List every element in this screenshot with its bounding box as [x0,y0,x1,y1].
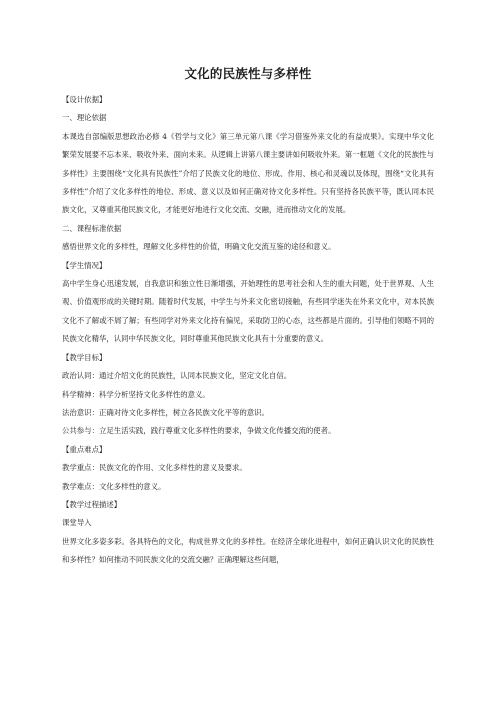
objective-public: 公共参与：立足生活实践，践行尊重文化多样性的要求，争做文化传播交流的使者。 [62,426,336,436]
section-heading-objectives: 【教学目标】 [62,352,107,362]
paragraph-student-situation: 高中学生身心迅速发展，自我意识和独立性日渐增强，开始理性的思考社会和人生的重大问题，处于世界观、人生观、价值观形成的关键时期。随着时代发展，中学生与外来文化密切接触，有些同学迷失在外来文化中，对本民族文化不了解或不屑了解；有些同学对外来文化持有偏见，采取防卫的心态，这些都是片面的。引导他们领略不同的民族文化精华，认同中华民族文化，同时尊重其他民族文化具有十分重要的意义。 [62,279,434,344]
paragraph-curriculum: 感悟世界文化的多样性，理解文化多样性的价值，明确文化交流互鉴的途径和意义。 [62,242,336,252]
paragraph-theory: 本课选自部编版思想政治必修 4《哲学与文化》第三单元第八课《学习借鉴外来文化的有益成果》。实现中华文化繁荣发展要不忘本来、吸收外来、面向未来。从逻辑上讲第八课主要讲如何吸收外来。第一框题《文化的民族性与多样性》主要围绕“文化具有民族性”介绍了民族文化的地位、形成、作用、核心和灵魂以及体现，围绕“文化具有多样性”介绍了文化多样性的地位、形成、意义以及如何正确对待文化多样性。只有坚持各民族平等，既认同本民族文化，又尊重其他民族文化，才能更好地进行文化交流、交融，进而推动文化的发展。 [62,131,434,215]
subsection-heading-curriculum: 二、课程标准依据 [62,223,122,233]
document-title: 文化的民族性与多样性 [184,66,312,81]
key-point-difficulty: 教学难点：文化多样性的意义。 [62,481,166,491]
process-intro-paragraph: 世界文化多姿多彩。各具特色的文化，构成世界文化的多样性。在经济全球化进程中，如何正确认识文化的民族性和多样性？如何推动不同民族文化的交流交融？正确理解这些问题， [62,536,434,565]
objective-political: 政治认同：通过介绍文化的民族性，认同本民族文化，坚定文化自信。 [62,371,292,381]
subsection-heading-theory: 一、理论依据 [62,113,107,123]
section-heading-student-situation: 【学生情况】 [62,260,107,270]
process-intro-label: 课堂导入 [62,518,92,528]
section-heading-key-points: 【重点难点】 [62,444,107,454]
objective-science: 科学精神：科学分析坚持文化多样性的意义。 [62,389,210,399]
section-heading-design-basis: 【设计依据】 [62,95,107,104]
section-heading-process: 【教学过程描述】 [62,499,122,509]
document-body [62,91,434,570]
key-point-focus: 教学重点：民族文化的作用、文化多样性的意义及要求。 [62,463,247,473]
objective-law: 法治意识：正确对待文化多样性，树立各民族文化平等的意识。 [62,407,269,417]
